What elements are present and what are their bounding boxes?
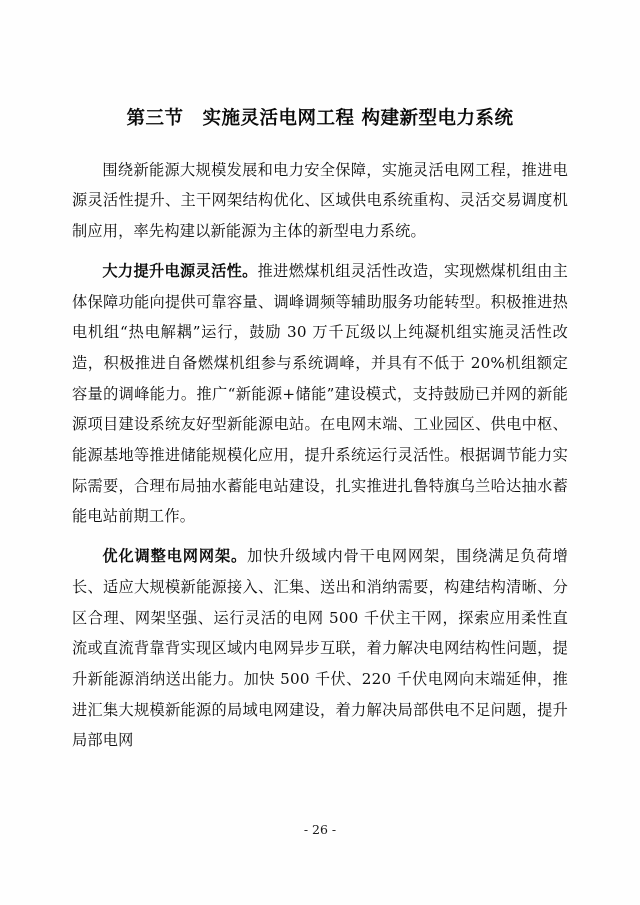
paragraph-3	[72, 541, 568, 756]
paragraph-3-lead: 优化调整电网网架。	[102, 547, 248, 566]
page-content	[72, 105, 568, 765]
paragraph-1-text: 围绕新能源大规模发展和电力安全保障，实施灵活电网工程，推进电源灵活性提升、主干网架结构优化、区域供电系统重构、灵活交易调度机制应用，率先构建以新能源为主体的新型电力系统。	[72, 160, 568, 241]
paragraph-2-text: 推进燃煤机组灵活性改造，实现燃煤机组由主体保障功能向提供可靠容量、调峰调频等辅助服务功能转型。积极推进热电机组“热电解耦”运行，鼓励 30 万千瓦级以上纯凝机组实施灵活性改造，积极推进自备燃煤机组参与系统调峰，并具有不低于 20%机组额定容量的调峰能力。推广“新能源+储能”建设模式，支持鼓励已并网的新能源项目建设系统友好型新能源电站。在电网末端、工业园区、供电中枢、能源基地等推进储能规模化应用，提升系统运行灵活性。根据调节能力实际需要，合理布局抽水蓄能电站建设，扎实推进扎鲁特旗乌兰哈达抽水蓄能电站前期工作。	[72, 261, 569, 526]
paragraph-3-text: 加快升级域内骨干电网网架，围绕满足负荷增长、适应大规模新能源接入、汇集、送出和消纳需要，构建结构清晰、分区合理、网架坚强、运行灵活的电网 500 千伏主干网，探索应用柔性直流或直流背靠背实现区域内电网异步互联，着力解决电网结构性问题，提升新能源消纳送出能力。加快 500 千伏、220 千伏电网向末端延伸，推进汇集大规模新能源的局域电网建设，着力解决局部供电不足问题，提升局部电网	[72, 547, 568, 750]
paragraph-2	[72, 256, 568, 532]
page-title: 第三节 实施灵活电网工程 构建新型电力系统	[126, 108, 514, 129]
paragraph-1	[72, 155, 568, 247]
page-number: - 26 -	[303, 822, 337, 837]
paragraph-2-lead: 大力提升电源灵活性。	[102, 261, 258, 280]
